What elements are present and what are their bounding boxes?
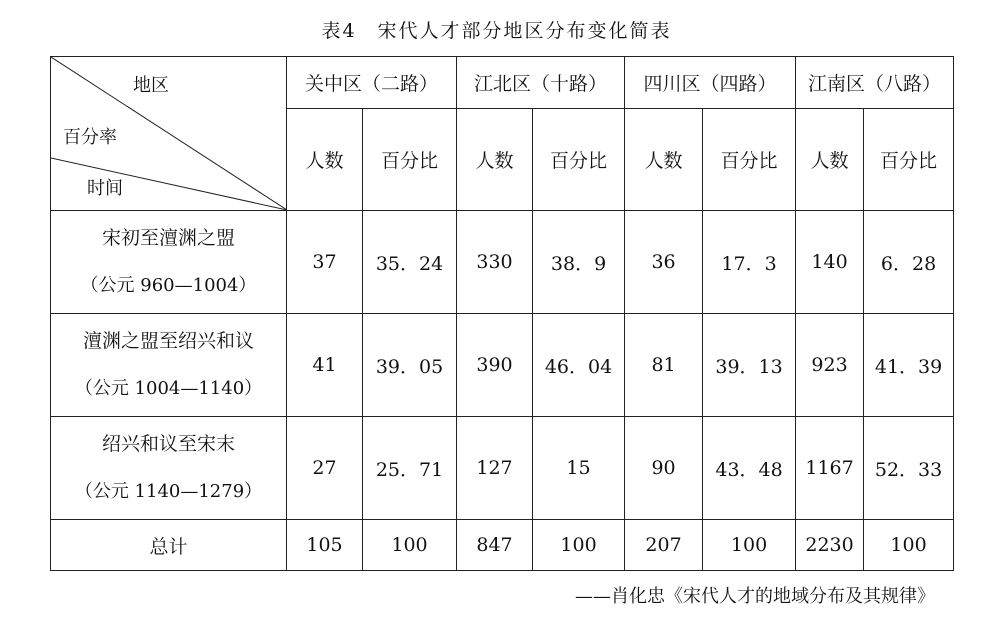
total-cell: 100	[533, 520, 625, 571]
data-cell: 923	[796, 314, 864, 417]
data-cell: 1167	[796, 417, 864, 520]
region-header: 关中区（二路）	[287, 57, 457, 109]
distribution-table	[50, 56, 954, 571]
subheader-percent: 百分比	[363, 109, 457, 211]
period-name: 宋初至澶渊之盟	[101, 226, 235, 249]
data-cell: 6．28	[864, 211, 954, 314]
corner-label-region: 地区	[133, 75, 169, 96]
period-name: 绍兴和议至宋末	[101, 432, 235, 455]
corner-cell	[51, 57, 287, 211]
data-cell: 36	[625, 211, 703, 314]
data-cell: 15	[533, 417, 625, 520]
period-years: （公元 1004—1140）	[74, 378, 263, 400]
total-cell: 100	[363, 520, 457, 571]
total-row	[51, 520, 954, 571]
data-cell: 17．3	[703, 211, 796, 314]
data-cell: 90	[625, 417, 703, 520]
region-header: 江南区（八路）	[796, 57, 954, 109]
table-row	[51, 211, 954, 314]
data-cell: 81	[625, 314, 703, 417]
period-cell	[51, 211, 287, 314]
period-years: （公元 1140—1279）	[74, 481, 263, 503]
total-cell: 100	[703, 520, 796, 571]
data-cell: 27	[287, 417, 363, 520]
subheader-count: 人数	[796, 109, 864, 211]
table-title: 表4 宋代人才部分地区分布变化简表	[321, 20, 672, 42]
data-cell: 39．05	[363, 314, 457, 417]
data-cell: 39．13	[703, 314, 796, 417]
region-header: 四川区（四路）	[625, 57, 796, 109]
data-cell: 330	[457, 211, 533, 314]
data-cell: 52．33	[864, 417, 954, 520]
subheader-count: 人数	[287, 109, 363, 211]
data-cell: 46．04	[533, 314, 625, 417]
data-cell: 43．48	[703, 417, 796, 520]
data-cell: 35．24	[363, 211, 457, 314]
subheader-percent: 百分比	[703, 109, 796, 211]
period-years: （公元 960—1004）	[80, 275, 257, 297]
subheader-count: 人数	[457, 109, 533, 211]
corner-label-time: 时间	[87, 178, 123, 199]
data-cell: 41	[287, 314, 363, 417]
data-cell: 390	[457, 314, 533, 417]
table-row	[51, 417, 954, 520]
period-cell	[51, 314, 287, 417]
total-cell: 100	[864, 520, 954, 571]
data-cell: 25．71	[363, 417, 457, 520]
subheader-count: 人数	[625, 109, 703, 211]
subheader-percent: 百分比	[864, 109, 954, 211]
data-cell: 127	[457, 417, 533, 520]
region-header: 江北区（十路）	[457, 57, 625, 109]
table-row	[51, 314, 954, 417]
region-header-row	[51, 57, 954, 109]
corner-label-percent: 百分率	[63, 127, 117, 148]
period-cell	[51, 417, 287, 520]
total-cell: 847	[457, 520, 533, 571]
data-cell: 41．39	[864, 314, 954, 417]
source-citation: ——肖化忠《宋代人才的地域分布及其规律》	[575, 586, 935, 607]
subheader-percent: 百分比	[533, 109, 625, 211]
period-name: 澶渊之盟至绍兴和议	[82, 329, 254, 352]
data-cell: 140	[796, 211, 864, 314]
total-cell: 105	[287, 520, 363, 571]
data-cell: 37	[287, 211, 363, 314]
data-cell: 38．9	[533, 211, 625, 314]
total-cell: 207	[625, 520, 703, 571]
total-label: 总计	[51, 520, 287, 571]
total-cell: 2230	[796, 520, 864, 571]
